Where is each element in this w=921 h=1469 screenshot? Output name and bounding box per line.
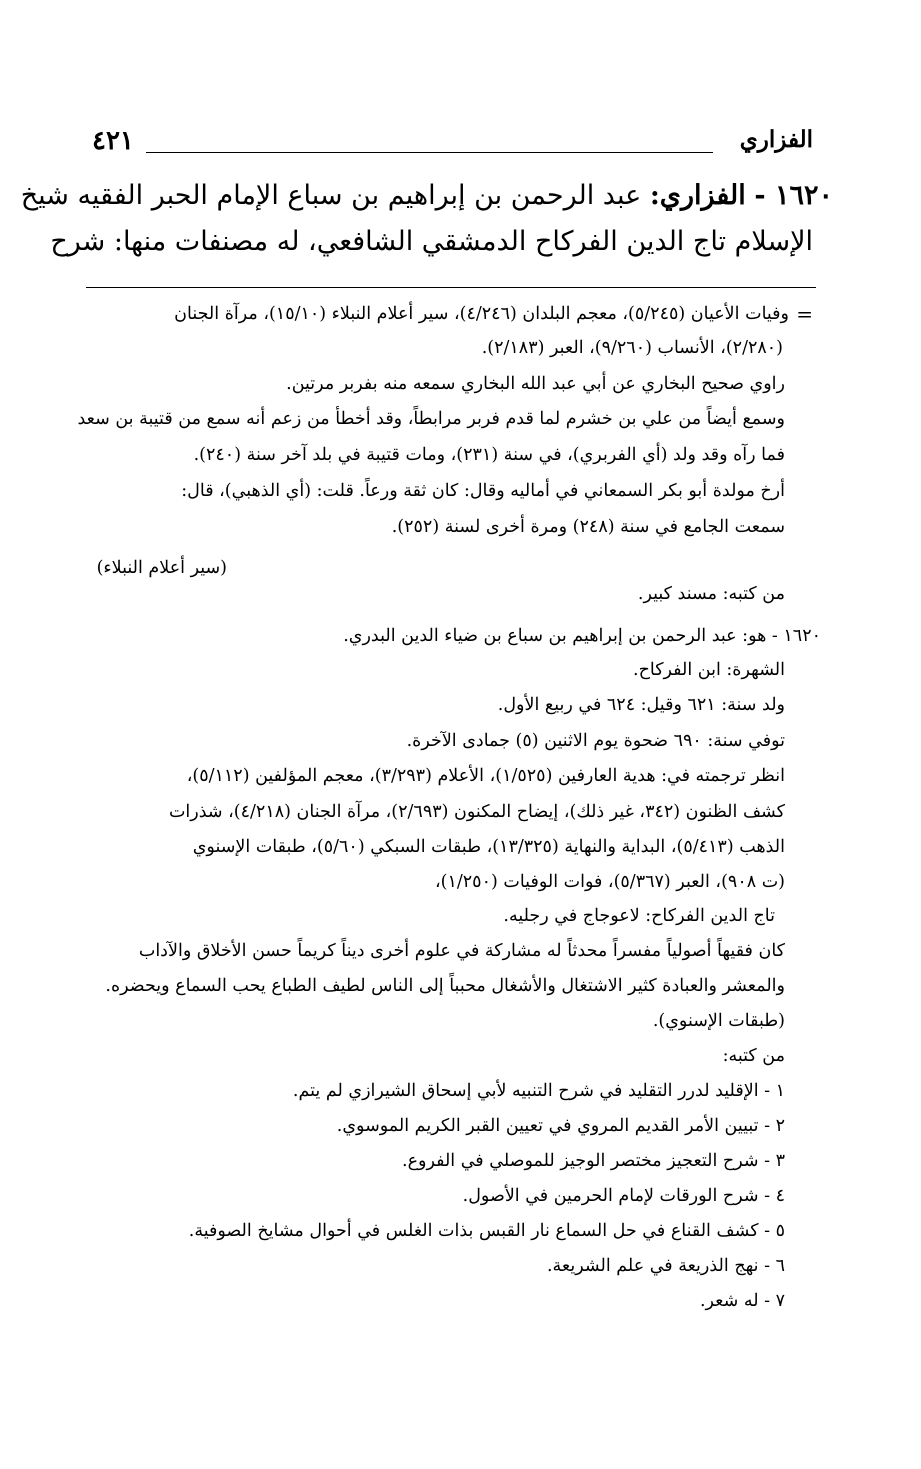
footnote-line: (ت ٩٠٨)، العبر (٥/٣٦٧)، فوات الوفيات (١/٢٥٠)، [435, 872, 785, 892]
entry-text-line: الإسلام تاج الدين الفركاح الدمشقي الشافعي، له مصنفات منها: شرح [50, 226, 813, 257]
entry-text: عبد الرحمن بن إبراهيم بن سباع الإمام الحبر الفقيه شيخ [20, 180, 642, 211]
footnote-line: كشف الظنون (٣٤٢، غير ذلك)، إيضاح المكنون (٢/٦٩٣)، مرآة الجنان (٤/٢١٨)، شذرات [168, 802, 785, 822]
footnote-source: (طبقات الإسنوي). [652, 1011, 785, 1031]
footnote-list-item: ٧ - له شعر. [699, 1291, 785, 1311]
footnote-line: من كتبه: مسند كبير. [637, 584, 785, 604]
footnote-line: وفيات الأعيان (٥/٢٤٥)، معجم البلدان (٤/٢٤٦)، سير أعلام النبلاء (١٥/١٠)، مرآة الجنان [174, 304, 789, 324]
footnote-line: انظر ترجمته في: هدية العارفين (١/٥٢٥)، الأعلام (٣/٢٩٣)، معجم المؤلفين (٥/١١٢)، [186, 766, 785, 786]
footnote-line: راوي صحيح البخاري عن أبي عبد الله البخاري سمعه منه بفربر مرتين. [286, 374, 785, 394]
entry-number: ١٦٢٠ - [754, 180, 833, 211]
footnote-list-item: ٣ - شرح التعجيز مختصر الوجيز للموصلي في الفروع. [402, 1151, 785, 1171]
footnote-list-item: ٢ - تبيين الأمر القديم المروي في تعيين القبر الكريم الموسوي. [336, 1116, 785, 1136]
footnote-line: والمعشر والعبادة كثير الاشتغال والأشغال محبباً إلى الناس لطيف الطباع يحب السماع ويحضره. [105, 976, 785, 996]
footnote-line: الشهرة: ابن الفركاح. [633, 660, 785, 680]
footnote-list-item: ٥ - كشف القناع في حل السماع نار القبس بذات الغلس في أحوال مشايخ الصوفية. [188, 1221, 785, 1241]
footnote-line: من كتبه: [722, 1046, 785, 1066]
entry-heading-line [21, 180, 833, 211]
continuation-mark: = [796, 302, 813, 326]
footnote-source: (سير أعلام النبلاء) [96, 558, 227, 578]
footnote-line: (٢/٢٨٠)، الأنساب (٩/٢٦٠)، العبر (٢/١٨٣). [481, 338, 783, 358]
footnote-line: توفي سنة: ٦٩٠ ضحوة يوم الاثنين (٥) جمادى الآخرة. [406, 731, 785, 751]
footnote-line: وسمع أيضاً من علي بن خشرم لما قدم فربر مرابطاً، وقد أخطأ من زعم أنه سمع من قتيبة بن سعد [77, 409, 785, 429]
footnote-line: فما رآه وقد ولد (أي الفربري)، في سنة (٢٣١)، ومات قتيبة في بلد آخر سنة (٢٤٠). [193, 445, 785, 465]
footnote-line: الذهب (٥/٤١٣)، البداية والنهاية (١٣/٣٢٥)، طبقات السبكي (٥/٦٠)، طبقات الإسنوي [192, 837, 785, 857]
footnote-list-item: ١ - الإقليد لدرر التقليد في شرح التنبيه لأبي إسحاق الشيرازي لم يتم. [292, 1081, 785, 1101]
entry-name: الفزاري: [649, 180, 746, 211]
footnote-rule [86, 287, 816, 288]
footnote-list-item: ٦ - نهج الذريعة في علم الشريعة. [546, 1256, 785, 1276]
header-rule [146, 152, 713, 153]
running-title: الفزاري [739, 126, 813, 153]
footnote-list-item: ٤ - شرح الورقات لإمام الحرمين في الأصول. [462, 1186, 785, 1206]
footnote-line: ولد سنة: ٦٢١ وقيل: ٦٢٤ في ربيع الأول. [497, 695, 785, 715]
footnote-line: سمعت الجامع في سنة (٢٤٨) ومرة أخرى لسنة (٢٥٢). [391, 517, 785, 537]
page-number: ٤٢١ [92, 126, 134, 156]
footnote-line: كان فقيهاً أصولياً مفسراً محدثاً له مشاركة في علوم أخرى ديناً كريماً حسن الأخلاق والآداب [138, 941, 785, 961]
footnote-line: أرخ مولدة أبو بكر السمعاني في أماليه وقال: كان ثقة ورعاً. قلت: (أي الذهبي)، قال: [181, 481, 785, 501]
footnote-line: تاج الدين الفركاح: لاعوجاج في رجليه. [503, 906, 775, 926]
footnote-line: ١٦٢٠ - هو: عبد الرحمن بن إبراهيم بن سباع بن ضياء الدين البدري. [343, 626, 821, 646]
